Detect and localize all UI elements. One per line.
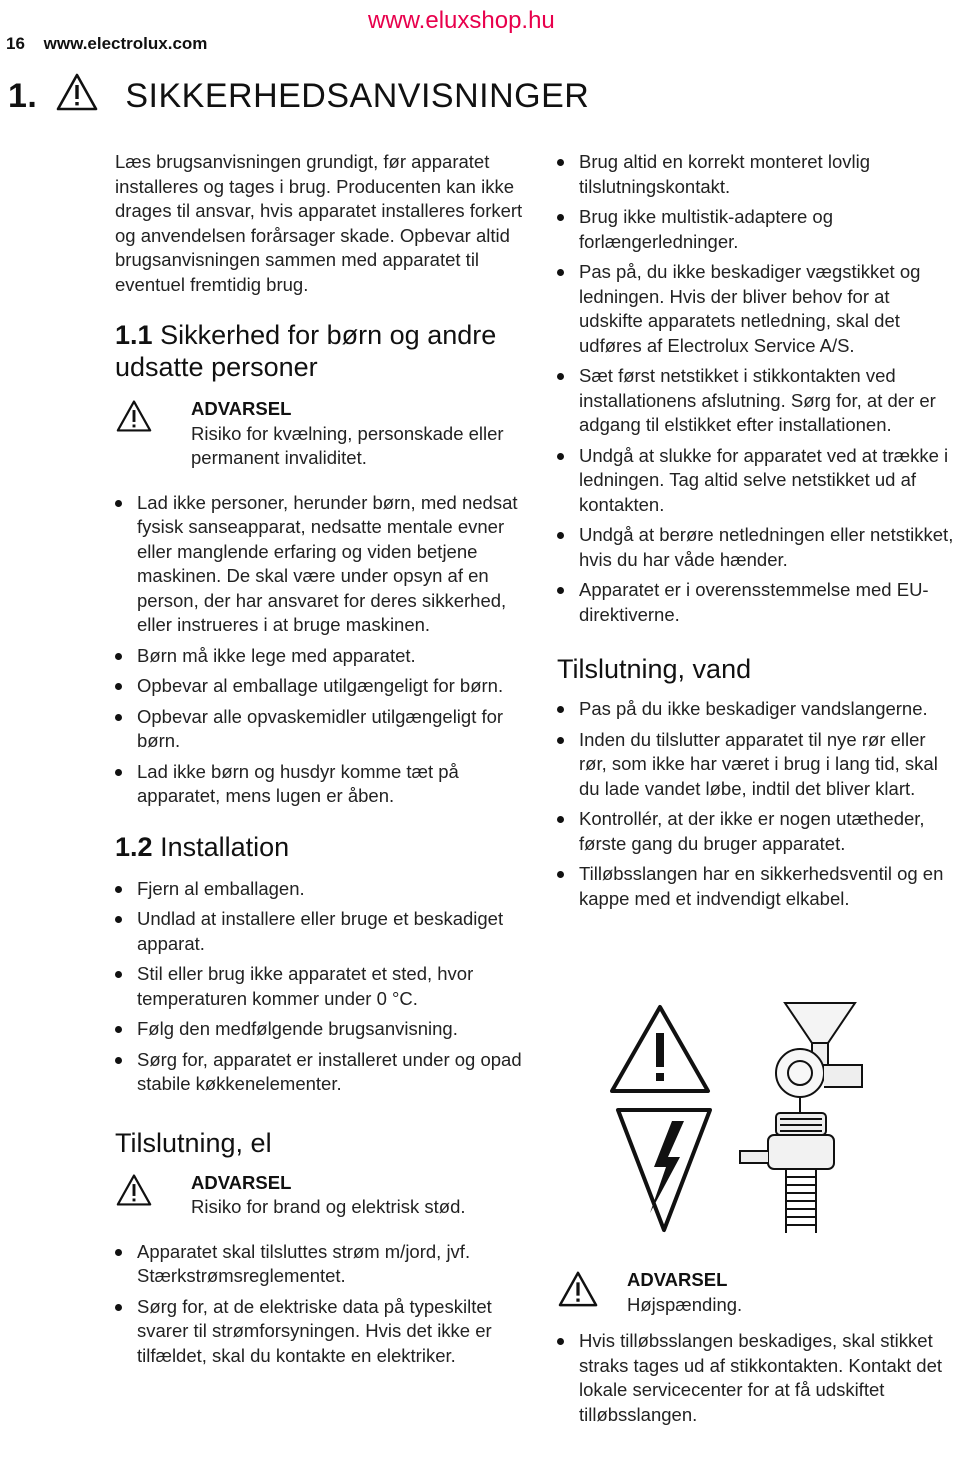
section-number: 1.2 — [115, 831, 153, 862]
bullet-list — [115, 1240, 535, 1369]
warning-title: ADVARSEL — [191, 398, 292, 419]
warning-title: ADVARSEL — [627, 1269, 728, 1290]
section-title: Installation — [160, 831, 290, 862]
list-item: Pas på du ikke beskadiger vandslangerne. — [557, 697, 957, 722]
bullet-list — [557, 150, 957, 627]
list-item: Apparatet skal tilsluttes strøm m/jord, jvf. Stærkstrømsreglementet. — [115, 1240, 535, 1289]
list-item: Stil eller brug ikke apparatet et sted, hvor temperaturen kommer under 0 °C. — [115, 962, 535, 1011]
list-item: Kontrollér, at der ikke er nogen utætheder, første gang du bruger apparatet. — [557, 807, 957, 856]
warning-block — [115, 397, 535, 471]
bullet-list — [115, 491, 535, 809]
list-item: Lad ikke børn og husdyr komme tæt på apparatet, mens lugen er åben. — [115, 760, 535, 809]
list-item: Børn må ikke lege med apparatet. — [115, 644, 535, 669]
bullet-list — [557, 1329, 957, 1427]
list-item: Lad ikke personer, herunder børn, med nedsat fysisk sanseapparat, nedsatte mentale evner eller manglende erfaring og viden betjene maskinen. De skal være under opsyn af en person, der har ansvaret for deres sikkerhed, eller instrueres i at bruge maskinen. — [115, 491, 535, 638]
high-voltage-warning — [557, 1268, 957, 1433]
warning-triangle-icon — [557, 1268, 627, 1315]
lightning-icon — [618, 1110, 710, 1230]
warning-text: Risiko for kvælning, personskade eller permanent invaliditet. — [191, 422, 504, 468]
list-item: Pas på, du ikke beskadiger vægstikket og ledningen. Hvis der bliver behov for at udskifte apparatets netledning, skal det udføres af Electrolux Service A/S. — [557, 260, 957, 358]
inlet-hose-illustration — [600, 995, 890, 1235]
warning-title: ADVARSEL — [191, 1171, 292, 1193]
section-1-2-heading — [115, 831, 535, 863]
list-item: Sæt først netstikket i stikkontakten ved installationens afslutning. Sørg for, at der er adgang til elstikket efter installationen. — [557, 364, 957, 438]
section-title: Sikkerhed for børn og andre udsatte personer — [115, 320, 497, 382]
list-item: Tilløbsslangen har en sikkerhedsventil og en kappe med et indvendigt elkabel. — [557, 862, 957, 911]
list-item: Undgå at berøre netledningen eller netstikket, hvis du har våde hænder. — [557, 523, 957, 572]
warning-block — [115, 1171, 535, 1220]
warning-triangle-icon — [115, 397, 191, 440]
warning-block — [557, 1268, 957, 1317]
bullet-list — [115, 877, 535, 1097]
list-item: Brug ikke multistik-adaptere og forlængerledninger. — [557, 205, 957, 254]
subsection-heading: Tilslutning, el — [115, 1127, 272, 1158]
list-item: Undlad at installere eller bruge et beskadiget apparat. — [115, 907, 535, 956]
intro-paragraph: Læs brugsanvisningen grundigt, før apparatet installeres og tages i brug. Producenten kan ikke drages til ansvar, hvis apparatet installeres forkert og anvendelsen forårsager skade. Opbevar altid brugsanvisningen sammen med apparatet til eventuel fremtidig brug. — [115, 151, 523, 295]
list-item: Opbevar al emballage utilgængeligt for børn. — [115, 674, 535, 699]
chapter-number: 1. — [8, 77, 38, 115]
left-column — [115, 150, 535, 1374]
list-item: Fjern al emballagen. — [115, 877, 535, 902]
warning-triangle-icon — [612, 1007, 708, 1091]
chapter-title: SIKKERHEDSANVISNINGER — [125, 77, 590, 115]
list-item: Følg den medfølgende brugsanvisning. — [115, 1017, 535, 1042]
warning-triangle-icon — [115, 1171, 191, 1214]
subsection-heading: Tilslutning, vand — [557, 654, 752, 684]
page-header — [6, 34, 207, 54]
chapter-heading — [8, 72, 589, 121]
section-number: 1.1 — [115, 320, 153, 350]
list-item: Apparatet er i overensstemmelse med EU-direktiverne. — [557, 578, 957, 627]
warning-triangle-icon — [55, 72, 99, 121]
list-item: Brug altid en korrekt monteret lovlig tilslutningskontakt. — [557, 150, 957, 199]
warning-text: Risiko for brand og elektrisk stød. — [191, 1196, 466, 1217]
right-column — [557, 150, 957, 917]
list-item: Sørg for, apparatet er installeret under og opad stabile køkkenelementer. — [115, 1048, 535, 1097]
list-item: Sørg for, at de elektriske data på typeskiltet svarer til strømforsyningen. Hvis det ikke er tilfældet, skal du kontakte en elektriker. — [115, 1295, 535, 1369]
list-item: Opbevar alle opvaskemidler utilgængeligt for børn. — [115, 705, 535, 754]
list-item: Undgå at slukke for apparatet ved at trække i ledningen. Tag altid selve netstikket ud af kontakten. — [557, 444, 957, 518]
website-link[interactable]: www.electrolux.com — [43, 34, 208, 53]
section-1-1-heading — [115, 319, 535, 383]
list-item: Inden du tilslutter apparatet til nye rør eller rør, som ikke har været i brug i lang tid, skal du lade vandet løbe, indtil det bliver klart. — [557, 728, 957, 802]
warning-text: Højspænding. — [627, 1293, 743, 1315]
page-number: 16 — [6, 34, 25, 53]
list-item: Hvis tilløbsslangen beskadiges, skal stikket straks tages ud af stikkontakten. Kontakt det lokale servicecenter for at få udskiftet tilløbsslangen. — [557, 1329, 957, 1427]
hose-drawing — [740, 1003, 862, 1233]
watermark-link[interactable]: www.eluxshop.hu — [368, 7, 555, 34]
bullet-list — [557, 697, 957, 911]
